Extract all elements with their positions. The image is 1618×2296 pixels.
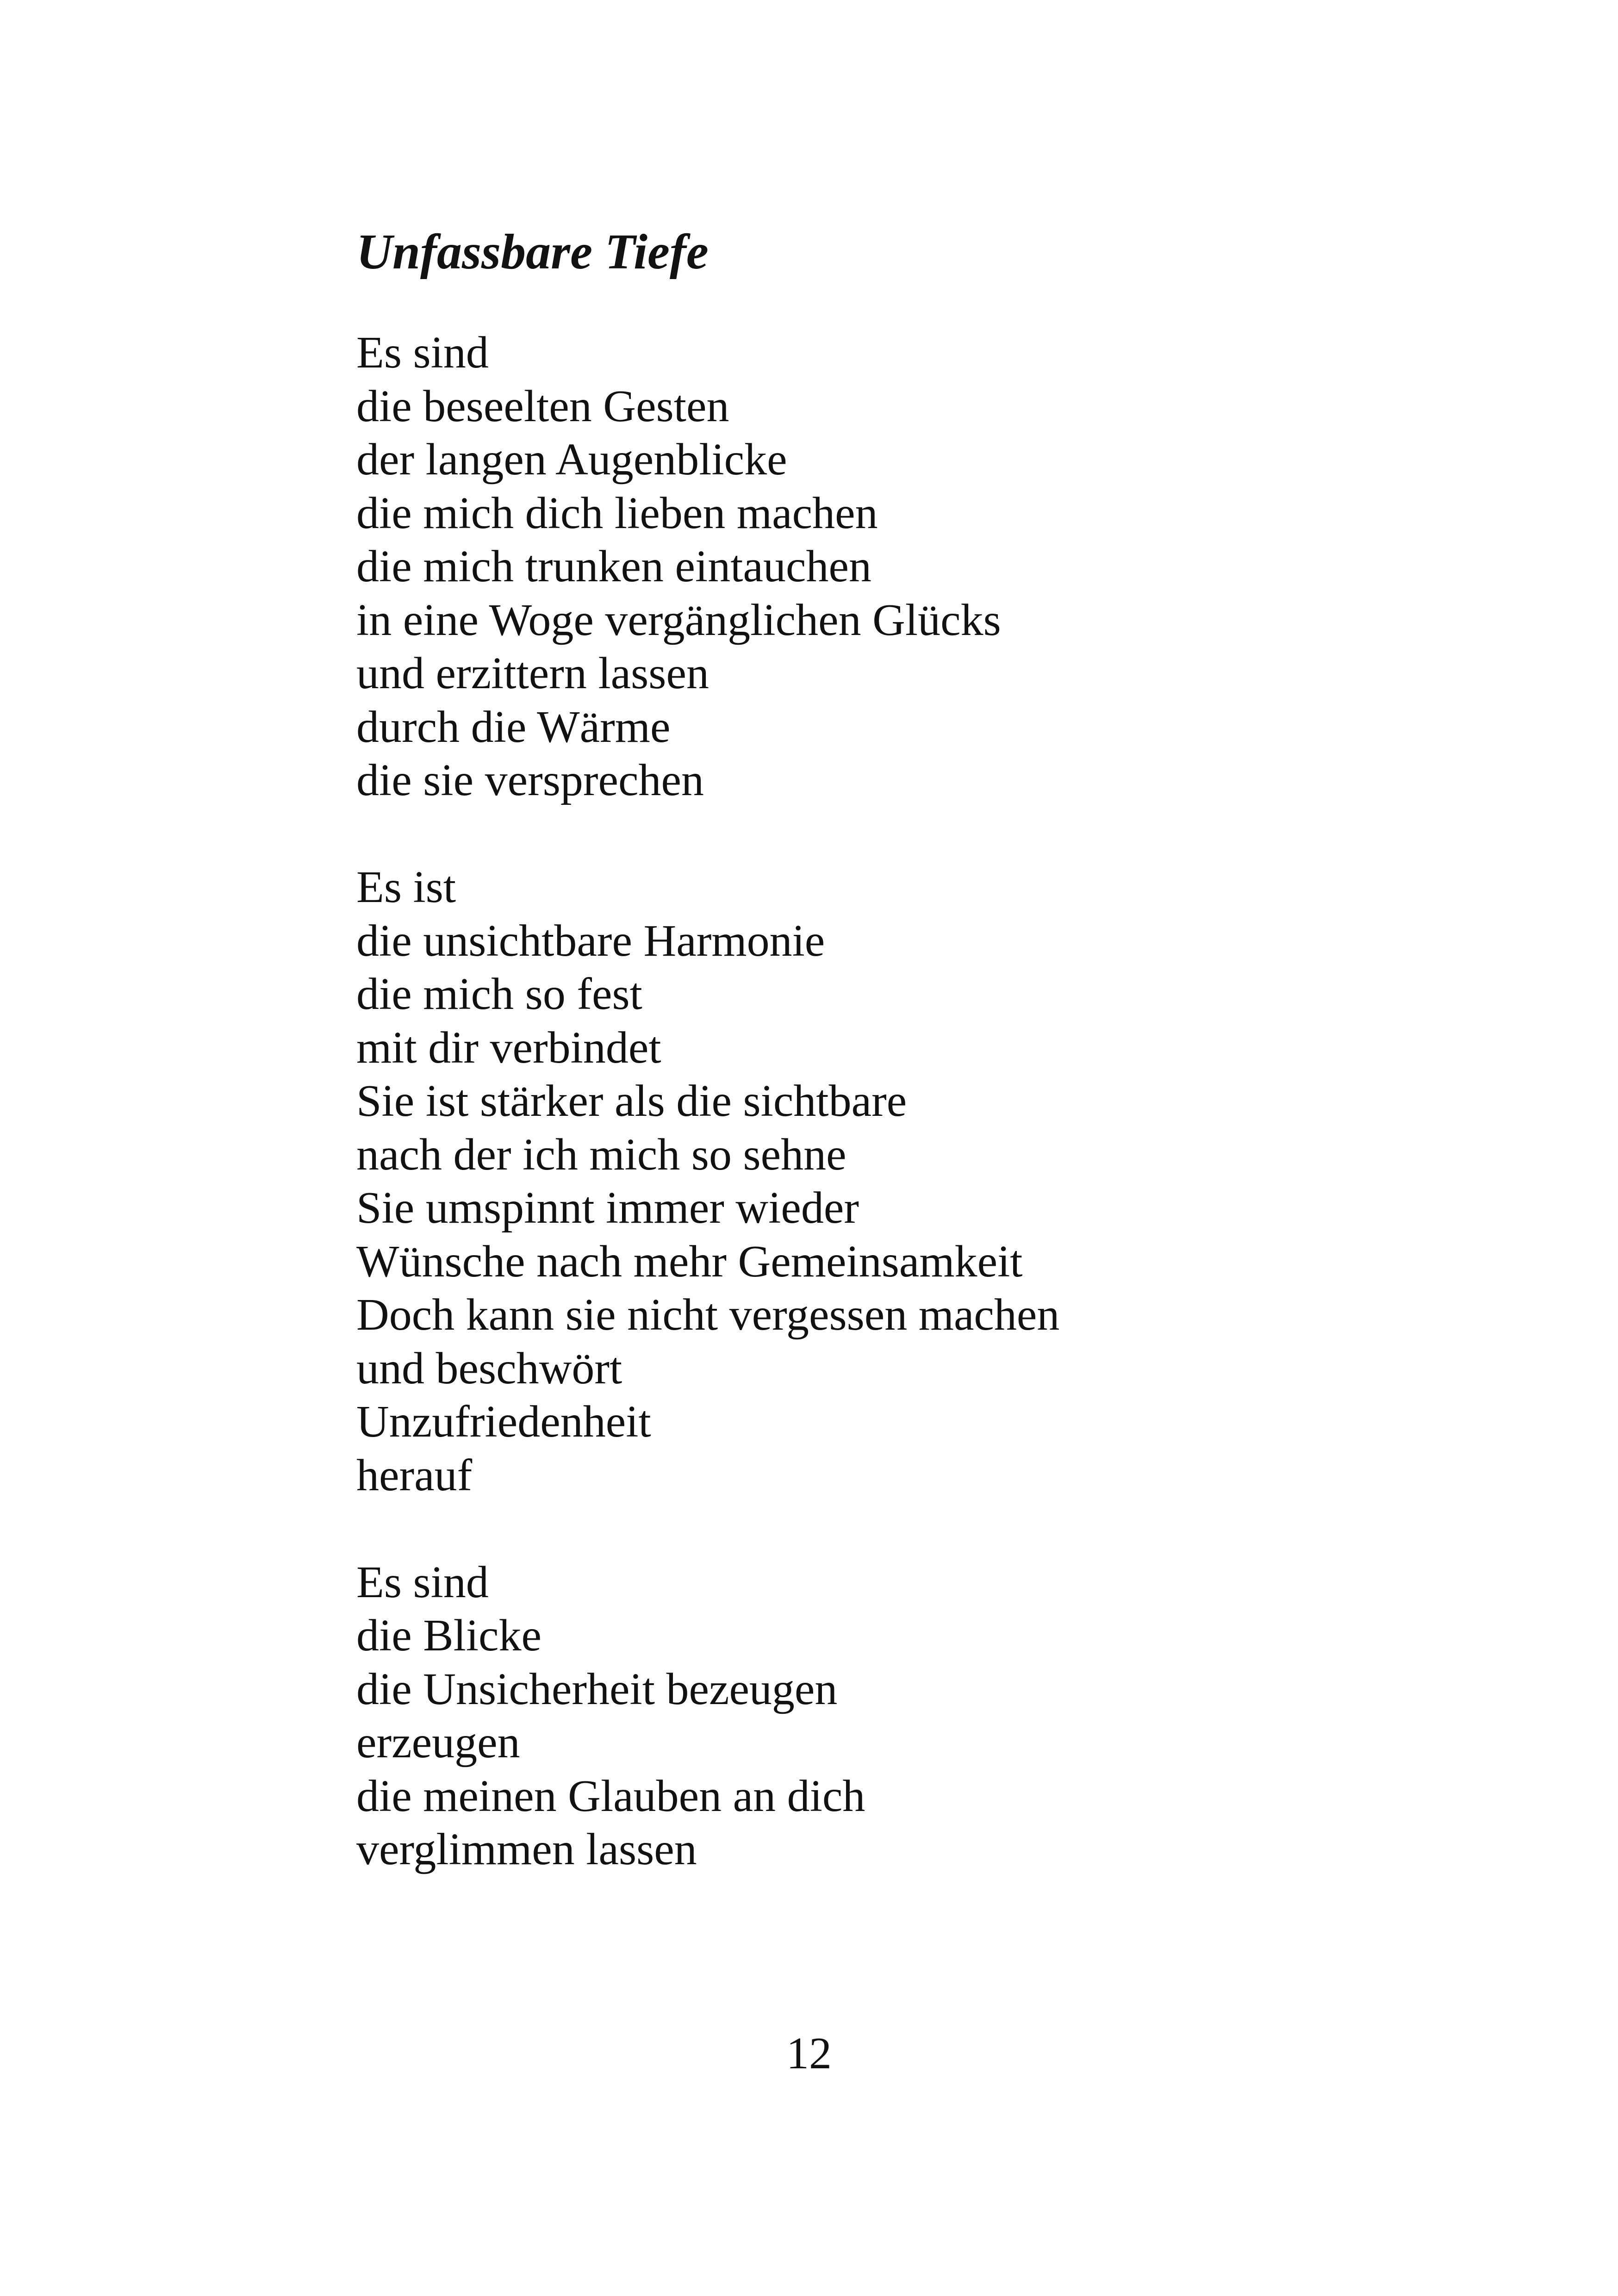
verse-line: die sie versprechen	[356, 755, 704, 805]
stanza-3	[356, 1556, 1467, 1877]
page-number: 12	[786, 2028, 832, 2078]
verse-line: Es sind	[356, 1557, 489, 1607]
verse-line: die beseelten Gesten	[356, 381, 729, 431]
verse-line: erzeugen	[356, 1717, 520, 1767]
verse-line: und beschwört	[356, 1343, 622, 1394]
stanza-1	[356, 326, 1467, 808]
verse-line: Unzufriedenheit	[356, 1397, 651, 1447]
verse-line: die mich trunken eintauchen	[356, 541, 871, 591]
verse-line: verglimmen lassen	[356, 1824, 697, 1874]
verse-line: mit dir verbindet	[356, 1022, 661, 1073]
verse-line: in eine Woge vergänglichen Glücks	[356, 595, 1001, 645]
verse-line: der langen Augenblicke	[356, 435, 787, 485]
verse-line: Sie umspinnt immer wieder	[356, 1183, 859, 1233]
verse-line: die meinen Glauben an dich	[356, 1771, 865, 1821]
verse-line: die Blicke	[356, 1611, 542, 1661]
verse-line: die unsichtbare Harmonie	[356, 915, 825, 966]
poem-title: Unfassbare Tiefe	[356, 224, 709, 280]
verse-line: die mich dich lieben machen	[356, 488, 878, 538]
verse-line: Es ist	[356, 862, 456, 912]
verse-line: Es sind	[356, 328, 489, 378]
verse-line: durch die Wärme	[356, 702, 671, 752]
verse-line: nach der ich mich so sehne	[356, 1129, 846, 1180]
verse-line: herauf	[356, 1450, 473, 1500]
verse-line: und erzittern lassen	[356, 648, 709, 698]
verse-line: Doch kann sie nicht vergessen machen	[356, 1290, 1060, 1340]
verse-line: Sie ist stärker als die sichtbare	[356, 1076, 907, 1126]
stanza-2	[356, 861, 1467, 1502]
verse-line: die mich so fest	[356, 969, 642, 1019]
verse-line: Wünsche nach mehr Gemeinsamkeit	[356, 1236, 1023, 1287]
poem	[356, 215, 1467, 1877]
verse-line: die Unsicherheit bezeugen	[356, 1664, 838, 1714]
